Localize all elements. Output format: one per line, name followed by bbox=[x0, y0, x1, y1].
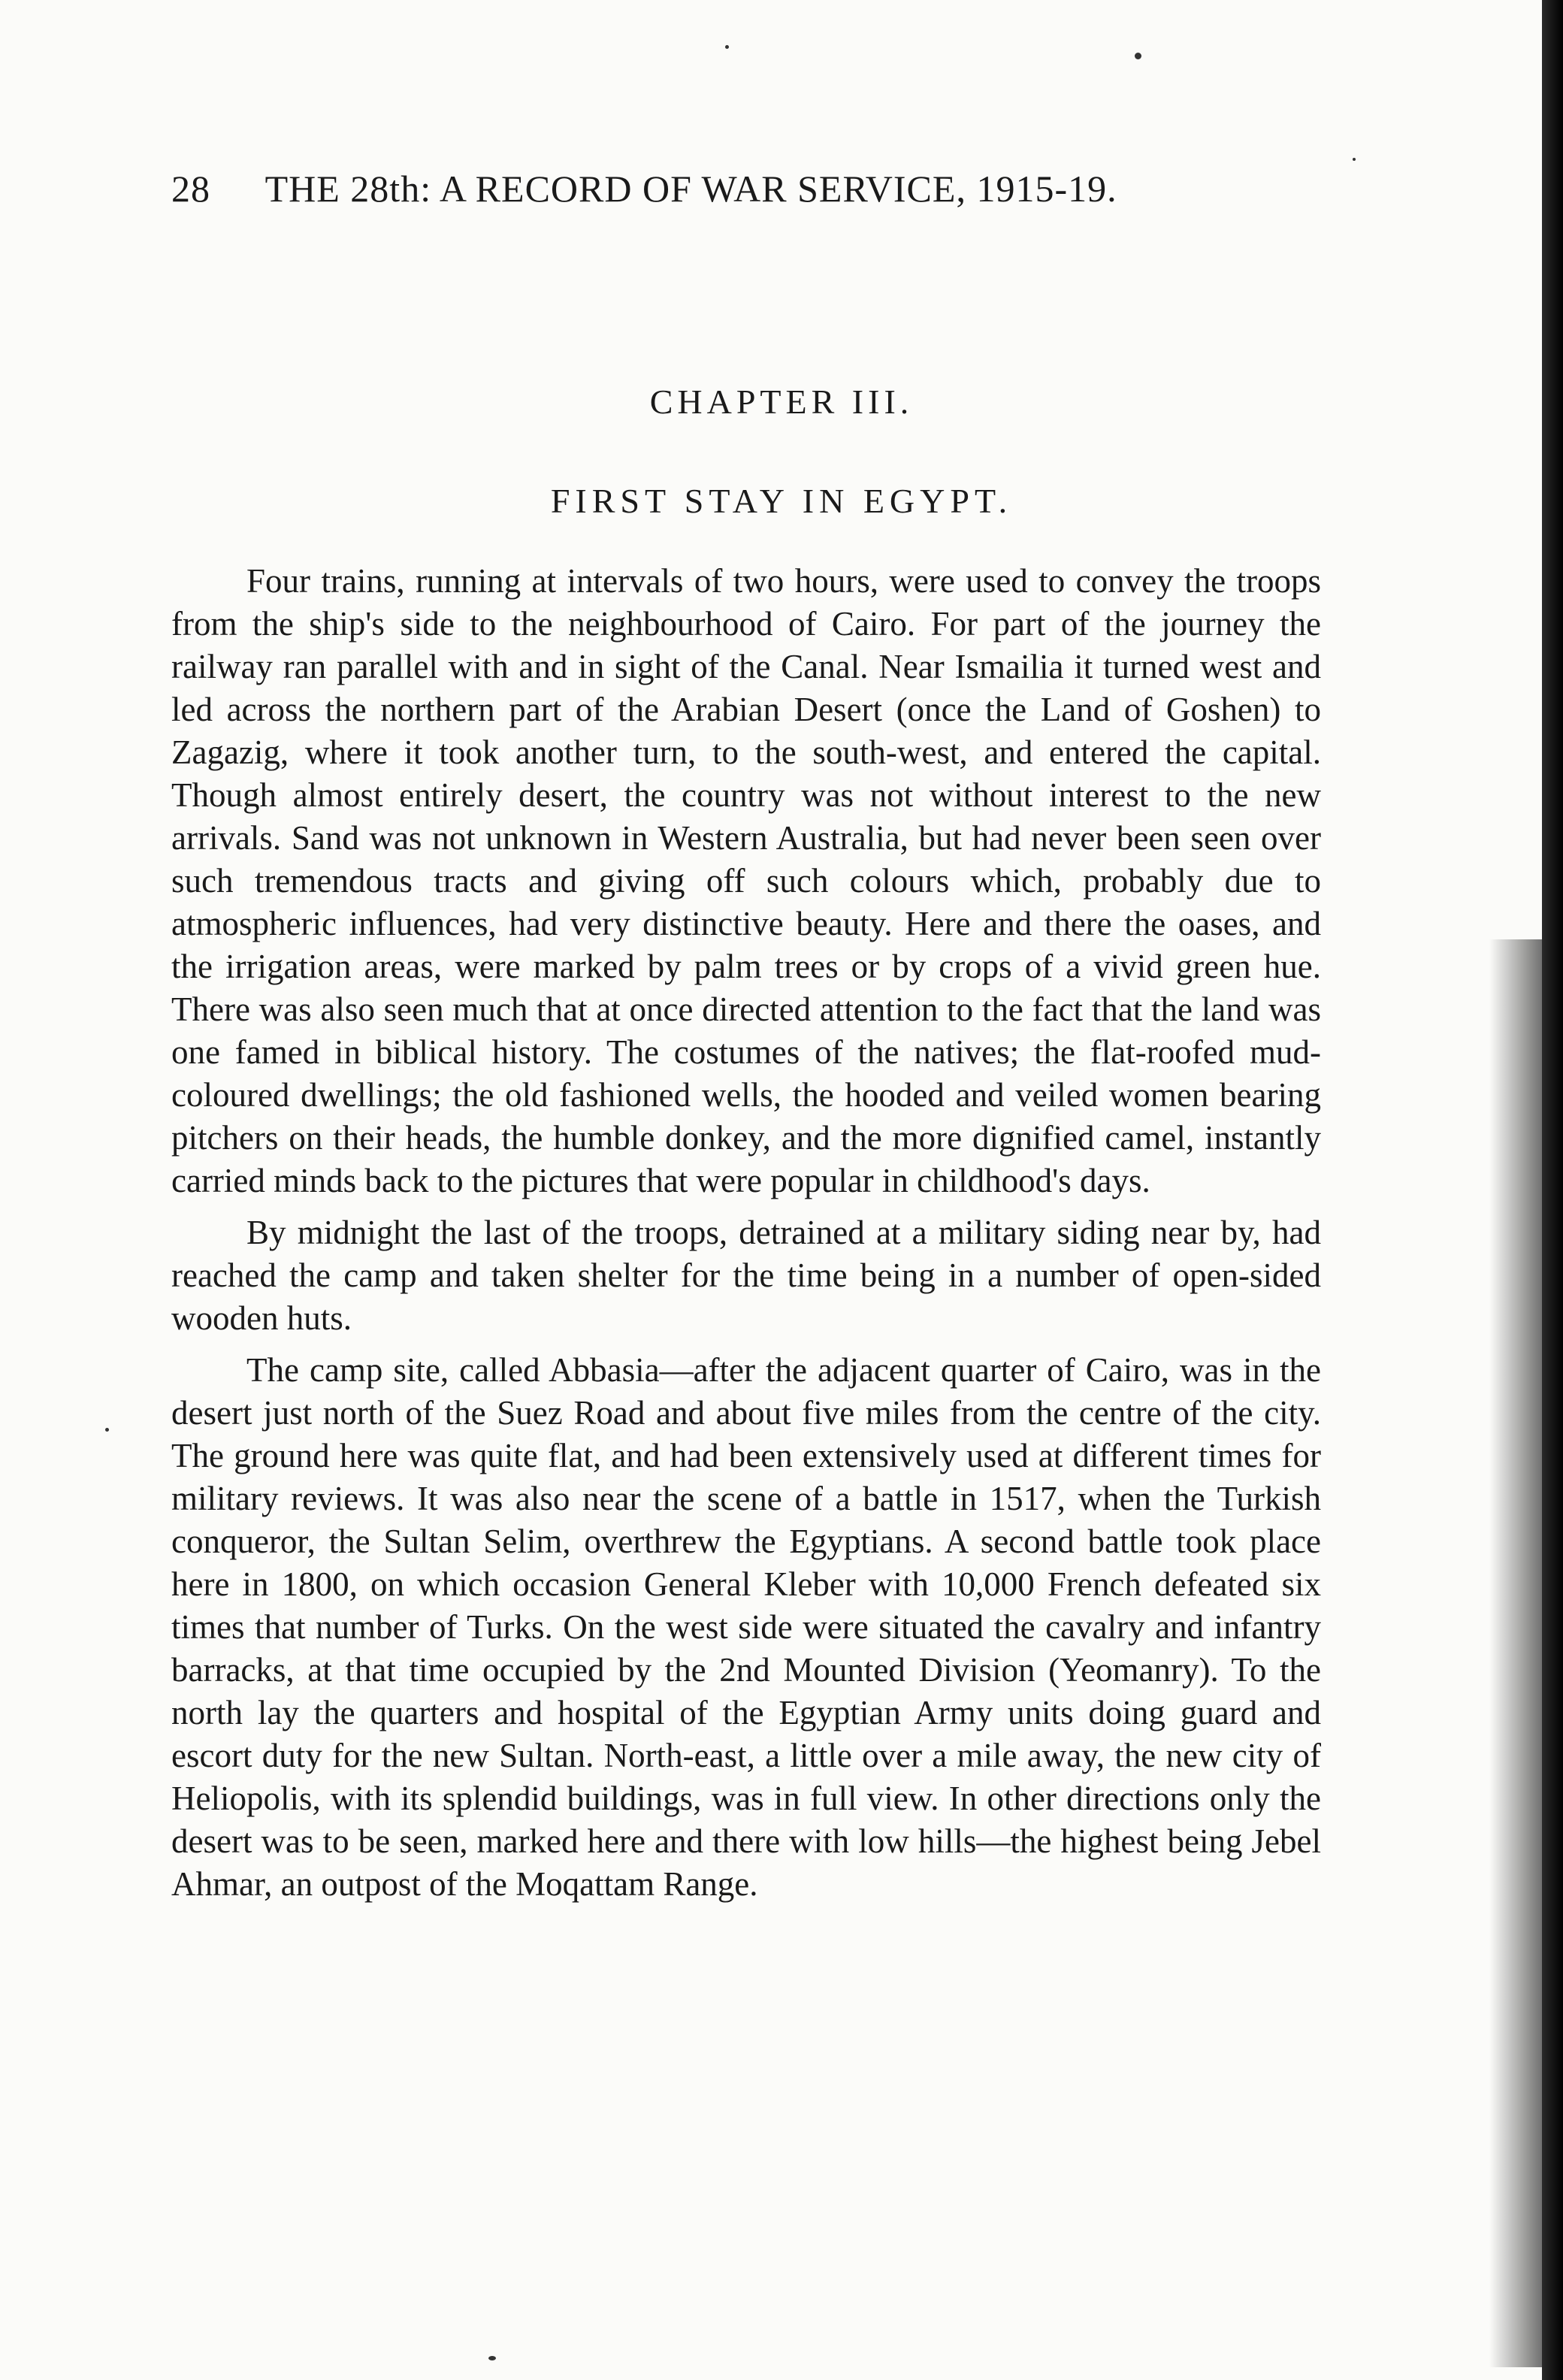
page-number: 28 bbox=[171, 168, 210, 210]
paragraph: By midnight the last of the troops, detrained at a military siding near by, had reached the camp and taken shelter for the time being in a number of open-sided wooden huts. bbox=[171, 1214, 1321, 1337]
body-text bbox=[171, 560, 1321, 1915]
running-title: THE 28th: A RECORD OF WAR SERVICE, 1915-19. bbox=[265, 168, 1117, 210]
paragraph: Four trains, running at intervals of two hours, were used to convey the troops from the ship's side to the neighbourhood of Cairo. For part of the journey the railway ran parallel with and in sight of the Canal. Near Ismailia it turned west and led across the northern part of the Arabian Desert (once the Land of Goshen) to Zagazig, where it took another turn, to the south-west, and entered the capital. Though almost entirely desert, the country was not without interest to the new arrivals. Sand was not unknown in Western Australia, but had never been seen over such tremendous tracts and giving off such colours which, probably due to atmospheric influences, had very distinctive beauty. Here and there the oases, and the irrigation areas, were marked by palm trees or by crops of a vivid green hue. There was also seen much that at once directed attention to the fact that the land was one famed in biblical history. The costumes of the natives; the flat-roofed mud-coloured dwellings; the old fashioned wells, the hooded and veiled women bearing pitchers on their heads, the humble donkey, and the more dignified camel, instantly carried minds back to the pictures that were popular in childhood's days. bbox=[171, 562, 1321, 1199]
page-edge-dark-border bbox=[1542, 0, 1563, 2380]
scan-speck bbox=[1135, 53, 1141, 59]
scan-speck bbox=[105, 1428, 109, 1432]
chapter-number: CHAPTER III. bbox=[649, 383, 914, 421]
scan-speck bbox=[1353, 158, 1356, 161]
running-header bbox=[171, 167, 1329, 210]
scan-speck bbox=[488, 2356, 496, 2360]
chapter-title: FIRST STAY IN EGYPT. bbox=[550, 482, 1013, 520]
scan-speck bbox=[725, 45, 729, 49]
page-edge-shadow bbox=[1489, 939, 1542, 2367]
paragraph: The camp site, called Abbasia—after the adjacent quarter of Cairo, was in the desert just north of the Suez Road and about five miles from the centre of the city. The ground here was quite flat, and had been extensively used at different times for military reviews. It was also near the scene of a battle in 1517, when the Turkish conqueror, the Sultan Selim, overthrew the Egyptians. A second battle took place here in 1800, on which occasion General Kleber with 10,000 French defeated six times that number of Turks. On the west side were situated the cavalry and infantry barracks, at that time occupied by the 2nd Mounted Division (Yeomanry). To the north lay the quarters and hospital of the Egyptian Army units doing guard and escort duty for the new Sultan. North-east, a little over a mile away, the new city of Heliopolis, with its splendid buildings, was in full view. In other directions only the desert was to be seen, marked here and there with low hills—the highest being Jebel Ahmar, an outpost of the Moqattam Range. bbox=[171, 1351, 1321, 1903]
